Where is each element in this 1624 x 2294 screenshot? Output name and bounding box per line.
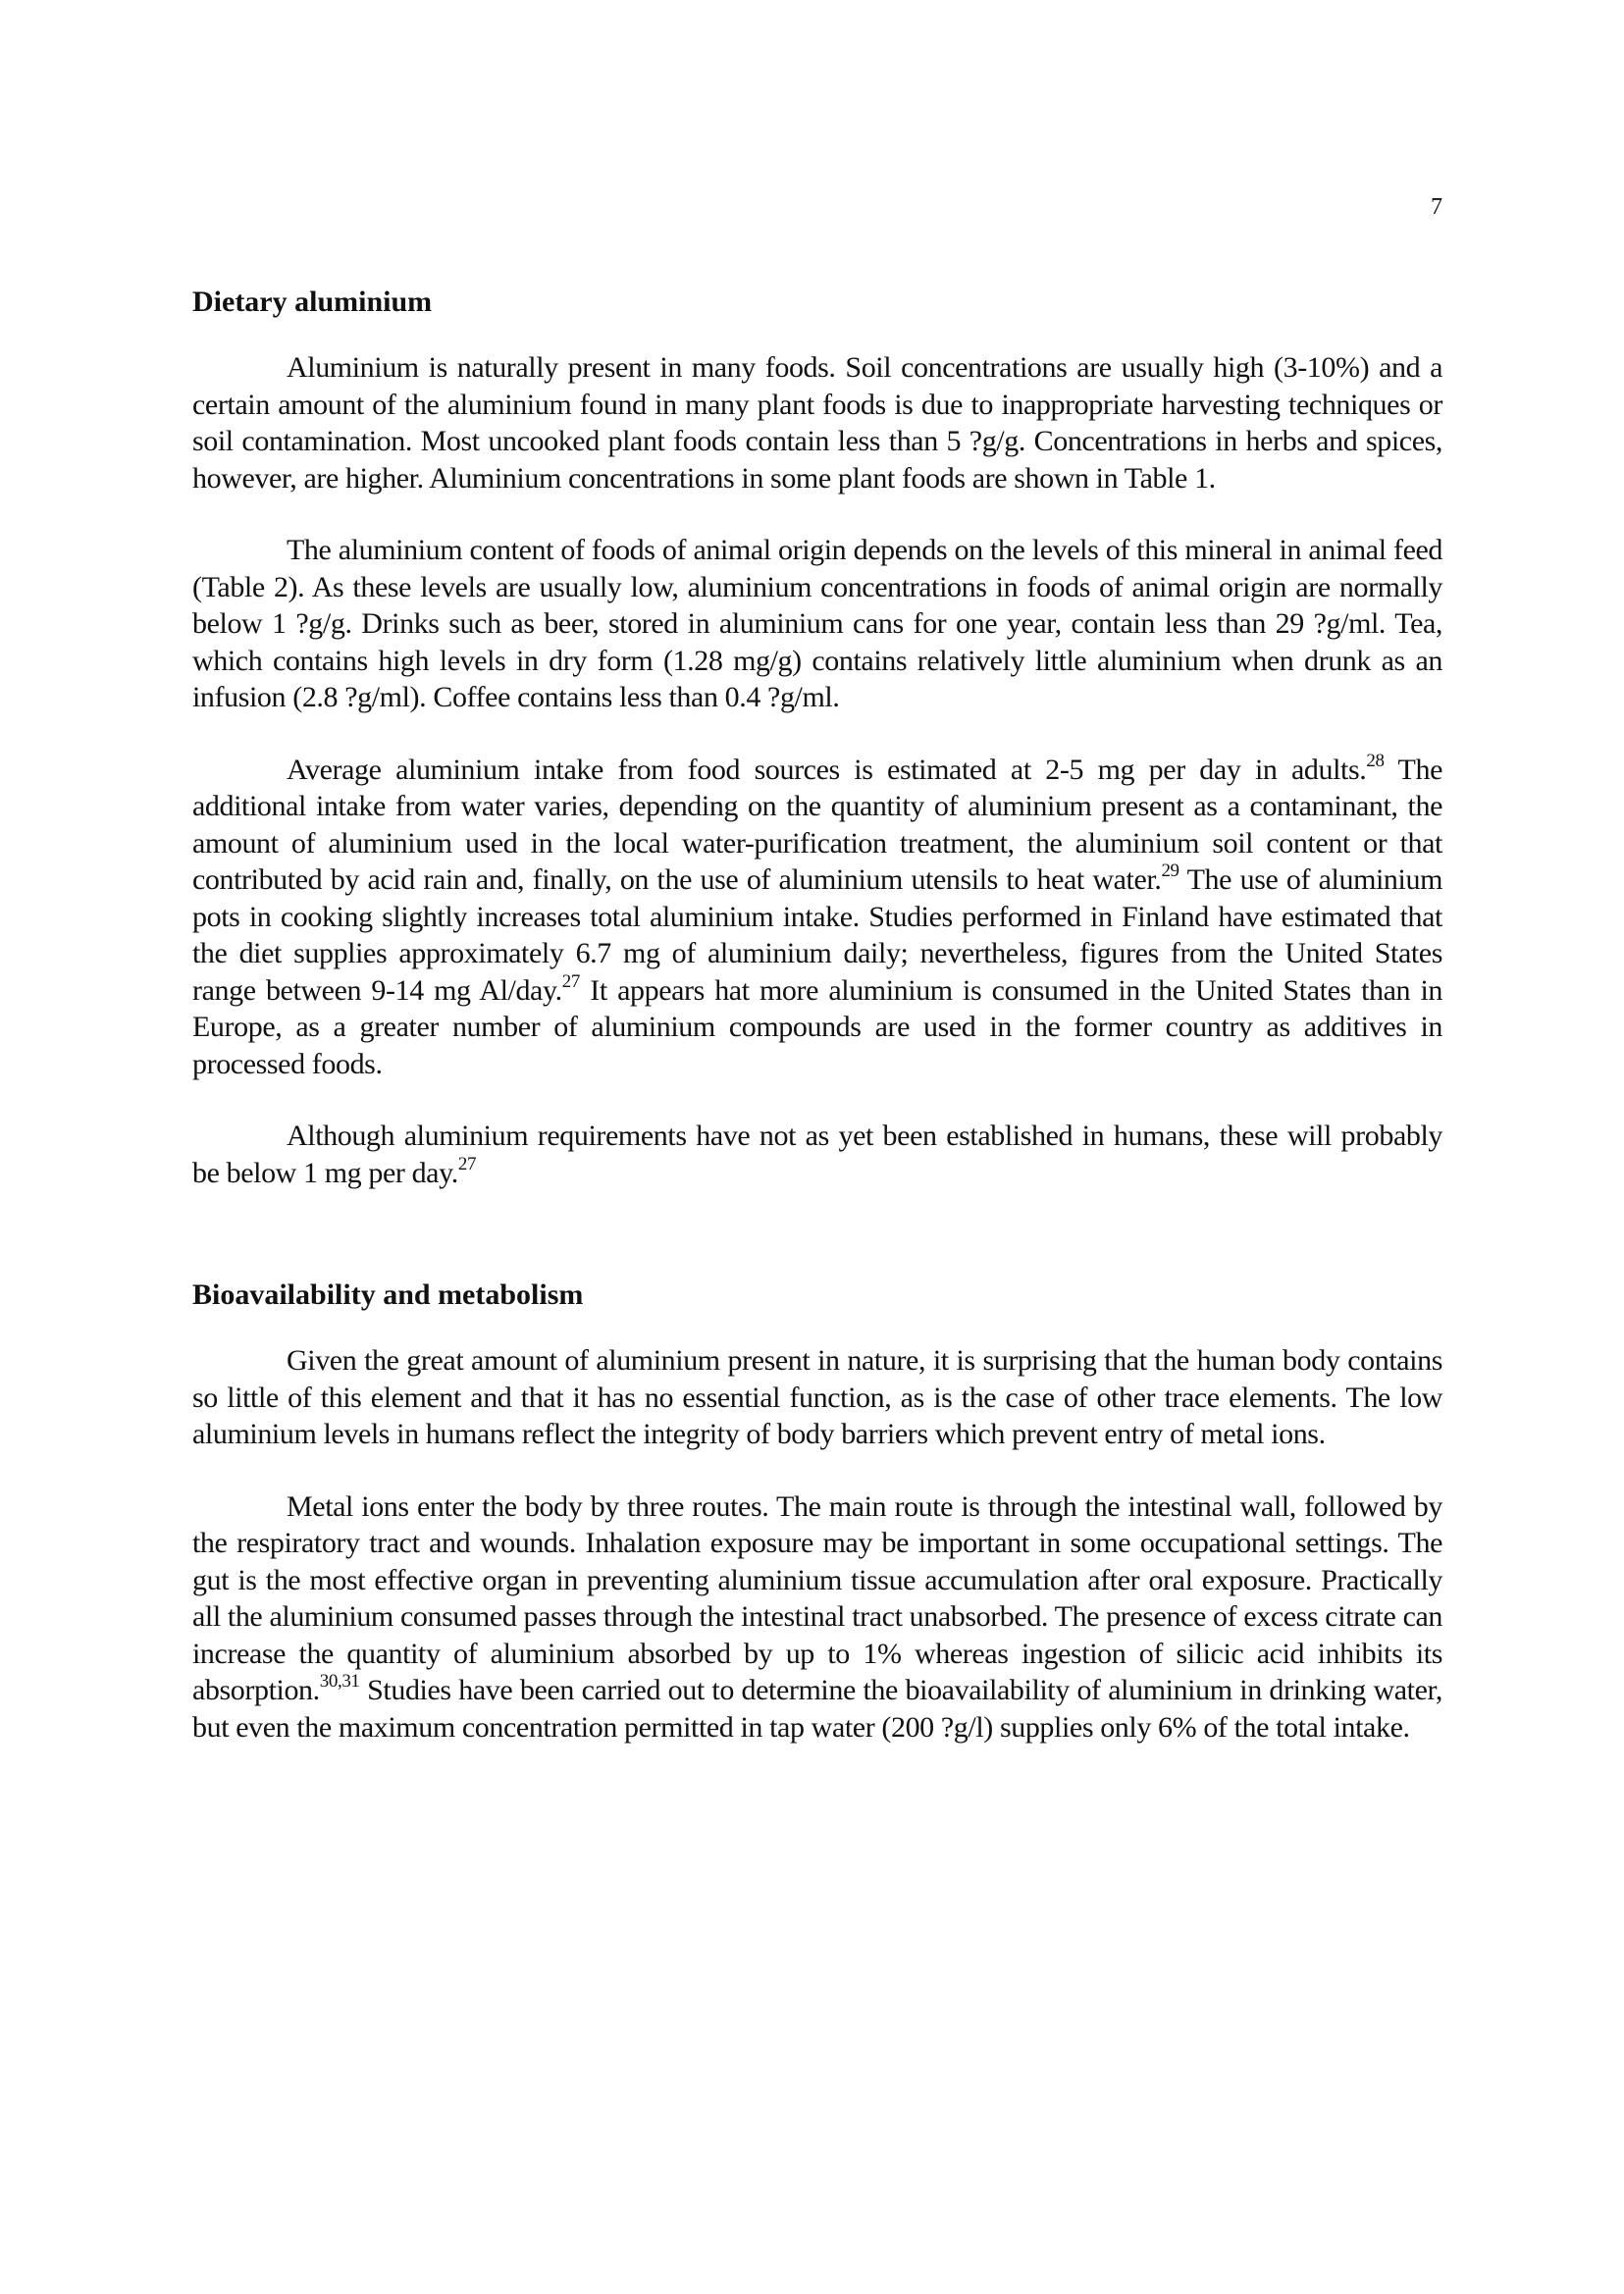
- page-number: 7: [1431, 194, 1442, 220]
- paragraph-text: The additional intake from water varies, depending on the quantity of aluminium present as a contaminant, the amount of aluminium used in the local water-purification treatment, the aluminium soil content or that contributed by acid rain and, finally, on the use of aluminium utensils to heat water.: [192, 753, 1443, 896]
- reference-superscript: 27: [457, 1153, 477, 1174]
- paragraph-text: Average aluminium intake from food sources is estimated at 2-5 mg per day in adults.: [287, 753, 1367, 786]
- reference-superscript: 27: [561, 970, 580, 992]
- paragraph: Given the great amount of aluminium present in nature, it is surprising that the human body contains so little of this element and that it has no essential function, as is the case of other trace elements. The low aluminium levels in humans reflect the integrity of body barriers which prevent entry of metal ions.: [192, 1344, 1442, 1450]
- paragraph-text: The use of aluminium pots in cooking slightly increases total aluminium intake. Studies performed in Finland have estimated that the diet supplies approximately 6.7 mg of aluminium daily; nevertheless, figures from the United States range between 9-14 mg Al/day.: [192, 863, 1443, 1007]
- document-body: [192, 285, 1442, 1781]
- reference-superscript: 28: [1366, 750, 1385, 771]
- reference-superscript: 29: [1161, 860, 1179, 881]
- paragraph: [192, 1118, 1442, 1191]
- section-heading-bioavailability: Bioavailability and metabolism: [192, 1278, 584, 1311]
- paragraph-text: Studies have been carried out to determine the bioavailability of aluminium in drinking water, but even the maximum concentration permitted in tap water (200 ?g/l) supplies only 6% of the total intake.: [192, 1674, 1442, 1744]
- reference-superscript: 30,31: [319, 1671, 360, 1692]
- paragraph: The aluminium content of foods of animal origin depends on the levels of this mineral in animal feed (Table 2). As these levels are usually low, aluminium concentrations in foods of animal origin are normally below 1 ?g/g. Drinks such as beer, stored in aluminium cans for one year, contain less than 29 ?g/ml. Tea, which contains high levels in dry form (1.28 mg/g) contains relatively little aluminium when drunk as an infusion (2.8 ?g/ml). Coffee contains less than 0.4 ?g/ml.: [192, 534, 1442, 713]
- paragraph-text: It appears hat more aluminium is consumed in the United States than in Europe, as a greater number of aluminium compounds are used in the former country as additives in processed foods.: [192, 973, 1443, 1080]
- paragraph: [192, 752, 1442, 1083]
- section-spacer: [192, 1226, 1442, 1277]
- paragraph-text: Metal ions enter the body by three routes. The main route is through the intestinal wall, followed by the respiratory tract and wounds. Inhalation exposure may be important in some occupational settings. The gut is the most effective organ in preventing aluminium tissue accumulation after oral exposure. Practically all the aluminium consumed passes through the intestinal tract unabsorbed. The presence of excess citrate can increase the quantity of aluminium absorbed by up to 1% whereas ingestion of silicic acid inhibits its absorption.: [192, 1489, 1442, 1706]
- paragraph: Aluminium is naturally present in many foods. Soil concentrations are usually high (3-10%) and a certain amount of the aluminium found in many plant foods is due to inappropriate harvesting techniques or soil contamination. Most uncooked plant foods contain less than 5 ?g/g. Concentrations in herbs and spices, however, are higher. Aluminium concentrations in some plant foods are shown in Table 1.: [192, 351, 1442, 495]
- paragraph-text: Although aluminium requirements have not as yet been established in humans, these will probably be below 1 mg per day.: [192, 1120, 1442, 1189]
- paragraph: [192, 1488, 1442, 1747]
- section-heading-dietary-aluminium: Dietary aluminium: [192, 286, 433, 318]
